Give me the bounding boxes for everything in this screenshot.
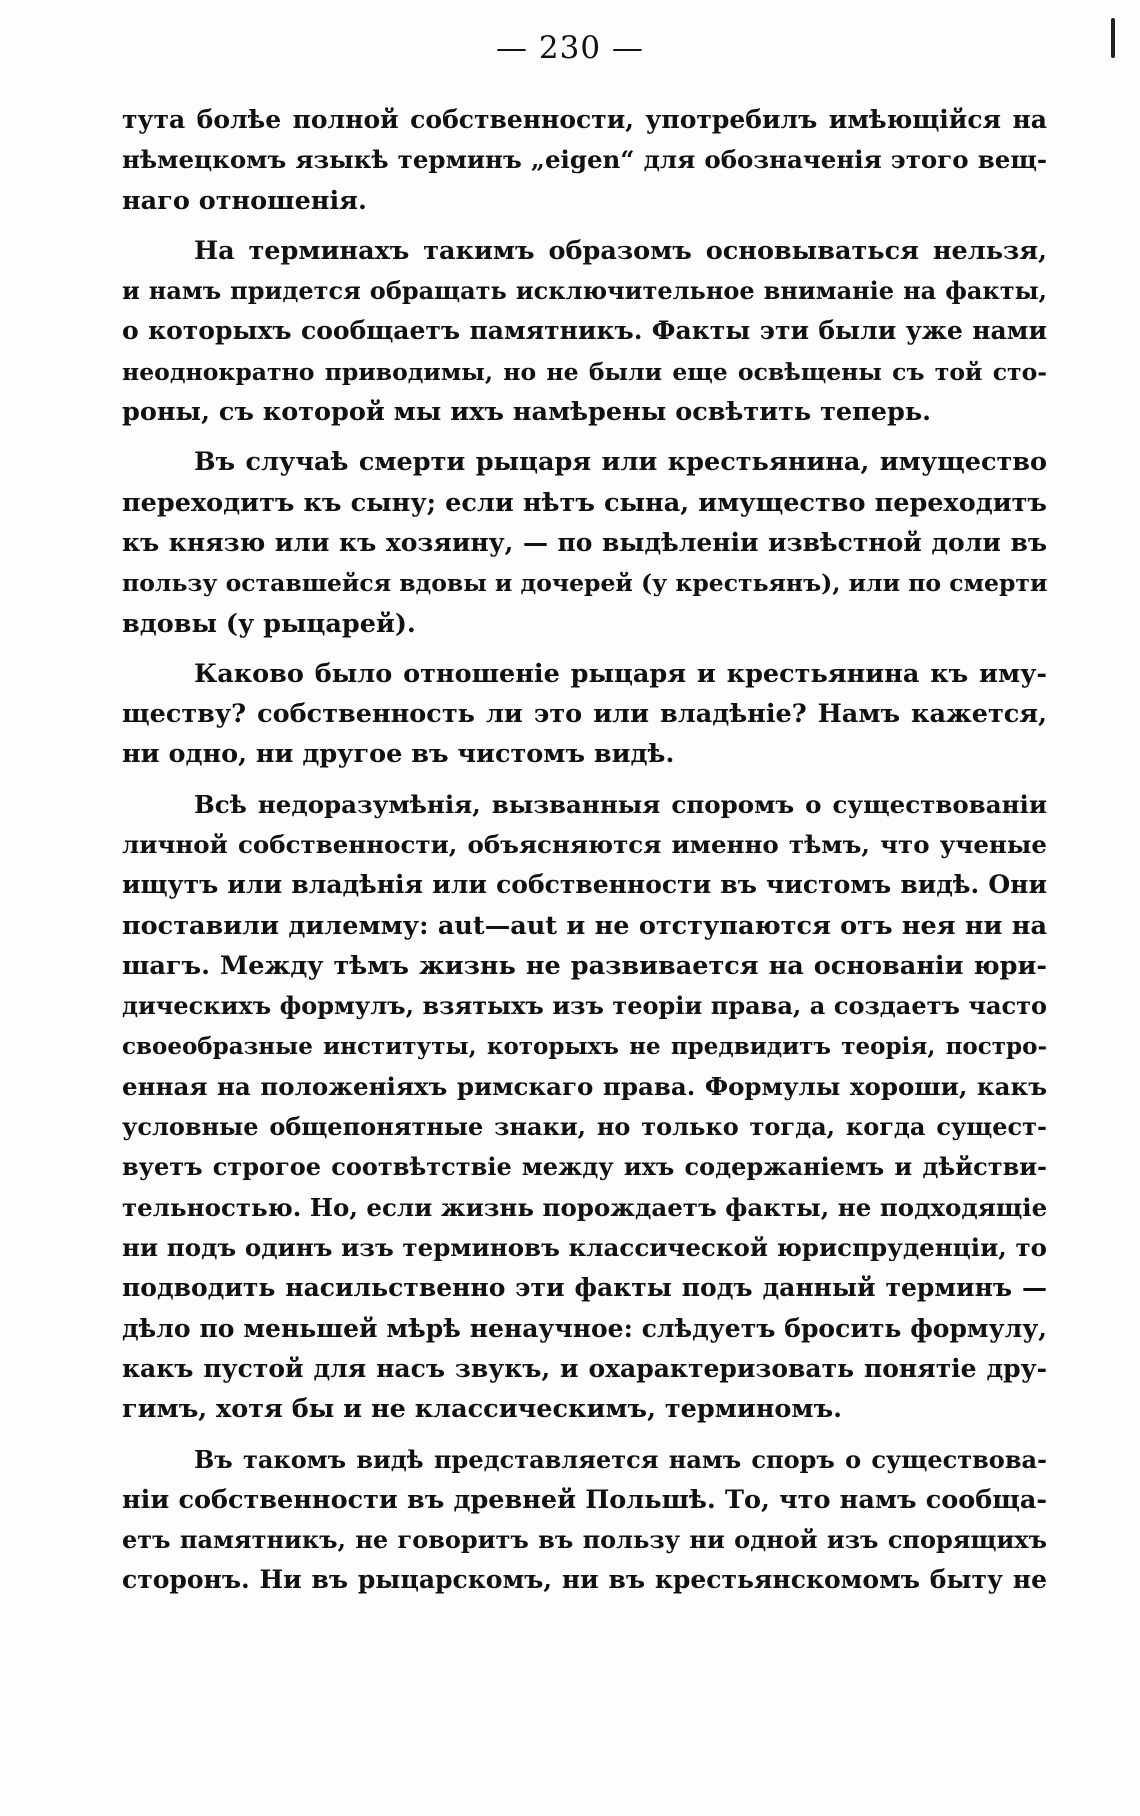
text-line: сторонъ. Ни въ рыцарскомъ, ни въ крестьянскомомъ быту не xyxy=(122,1565,1047,1595)
text-line: условные общепонятные знаки, но только тогда, когда сущест- xyxy=(122,1112,1047,1142)
text-line: неоднократно приводимы, но не были еще освѣщены съ той сто- xyxy=(122,357,1047,386)
text-line: своеобразные институты, которыхъ не предвидитъ теорія, постро- xyxy=(122,1032,1047,1060)
text-line: Въ случаѣ смерти рыцаря или крестьянина, имущество xyxy=(194,447,1047,478)
text-line: ищутъ или владѣнія или собственности въ чистомъ видѣ. Они xyxy=(122,870,1047,900)
text-line: и намъ придется обращать исключительное вниманіе на факты, xyxy=(122,276,1047,306)
text-line: ніи собственности въ древней Польшѣ. То, что намъ сообща- xyxy=(122,1484,1047,1515)
text-line: Всѣ недоразумѣнія, вызванныя споромъ о существованіи xyxy=(194,789,1047,819)
text-line: пользу оставшейся вдовы и дочерей (у крестьянъ), или по смерти xyxy=(122,569,1048,598)
text-line: нѣмецкомъ языкѣ терминъ „eigen“ для обозначенія этого вещ- xyxy=(122,145,1047,175)
text-line: ни одно, ни другое въ чистомъ видѣ. xyxy=(122,739,675,770)
text-line: вдовы (у рыцарей). xyxy=(122,608,416,639)
text-line: роны, съ которой мы ихъ намѣрены освѣтить теперь. xyxy=(122,397,932,428)
text-line: тута болѣе полной собственности, употребилъ имѣющійся на xyxy=(122,105,1047,134)
text-line: о которыхъ сообщаетъ памятникъ. Факты эти были уже нами xyxy=(122,316,1047,346)
text-line: Въ такомъ видѣ представляется намъ споръ о существова- xyxy=(194,1444,1047,1474)
text-line: ни подъ одинъ изъ терминовъ классической юриспруденціи, то xyxy=(122,1233,1047,1263)
text-line: енная на положеніяхъ римскаго права. Формулы хороши, какъ xyxy=(122,1071,1047,1101)
text-line: На терминахъ такимъ образомъ основываться нельзя, xyxy=(194,235,1047,266)
text-line: тельностью. Но, если жизнь порождаетъ факты, не подходящіе xyxy=(122,1192,1048,1222)
text-line: гимъ, хотя бы и не классическимъ, терминомъ. xyxy=(122,1394,843,1425)
paragraph xyxy=(122,442,1047,643)
text-line: вуетъ строгое соотвѣтствіе между ихъ содержаніемъ и дѣйстви- xyxy=(122,1152,1047,1182)
text-line: етъ памятникъ, не говоритъ въ пользу ни одной изъ спорящихъ xyxy=(122,1525,1047,1555)
paragraph xyxy=(122,100,1047,221)
text-line: наго отношенія. xyxy=(122,185,367,216)
text-line: шагъ. Между тѣмъ жизнь не развивается на основаніи юри- xyxy=(122,950,1047,981)
paragraph xyxy=(122,785,1047,1430)
text-line: подводить насильственно эти факты подъ данный терминъ — xyxy=(122,1273,1047,1303)
text-line: дическихъ формулъ, взятыхъ изъ теоріи права, а создаетъ часто xyxy=(122,991,1047,1021)
text-line: какъ пустой для насъ звукъ, и охарактеризовать понятіе дру- xyxy=(122,1353,1047,1383)
text-line: Каково было отношеніе рыцаря и крестьянина къ иму- xyxy=(194,658,1047,689)
body-text xyxy=(122,100,1047,1601)
text-line: переходитъ къ сыну; если нѣтъ сына, имущество переходитъ xyxy=(122,487,1047,518)
text-line: поставили дилемму: aut—aut и не отступаются отъ нея ни на xyxy=(122,910,1047,941)
paragraph xyxy=(122,1440,1047,1601)
paragraph xyxy=(122,654,1047,775)
text-line: дѣло по меньшей мѣрѣ ненаучное: слѣдуетъ бросить формулу, xyxy=(122,1313,1047,1343)
paragraph xyxy=(122,231,1047,432)
text-line: ществу? собственность ли это или владѣніе? Намъ кажется, xyxy=(122,699,1047,730)
page-number: — 230 — xyxy=(496,30,644,66)
text-line: личной собственности, объясняются именно тѣмъ, что ученые xyxy=(122,830,1047,860)
text-line: къ князю или къ хозяину, — по выдѣленіи извѣстной доли въ xyxy=(122,527,1047,557)
